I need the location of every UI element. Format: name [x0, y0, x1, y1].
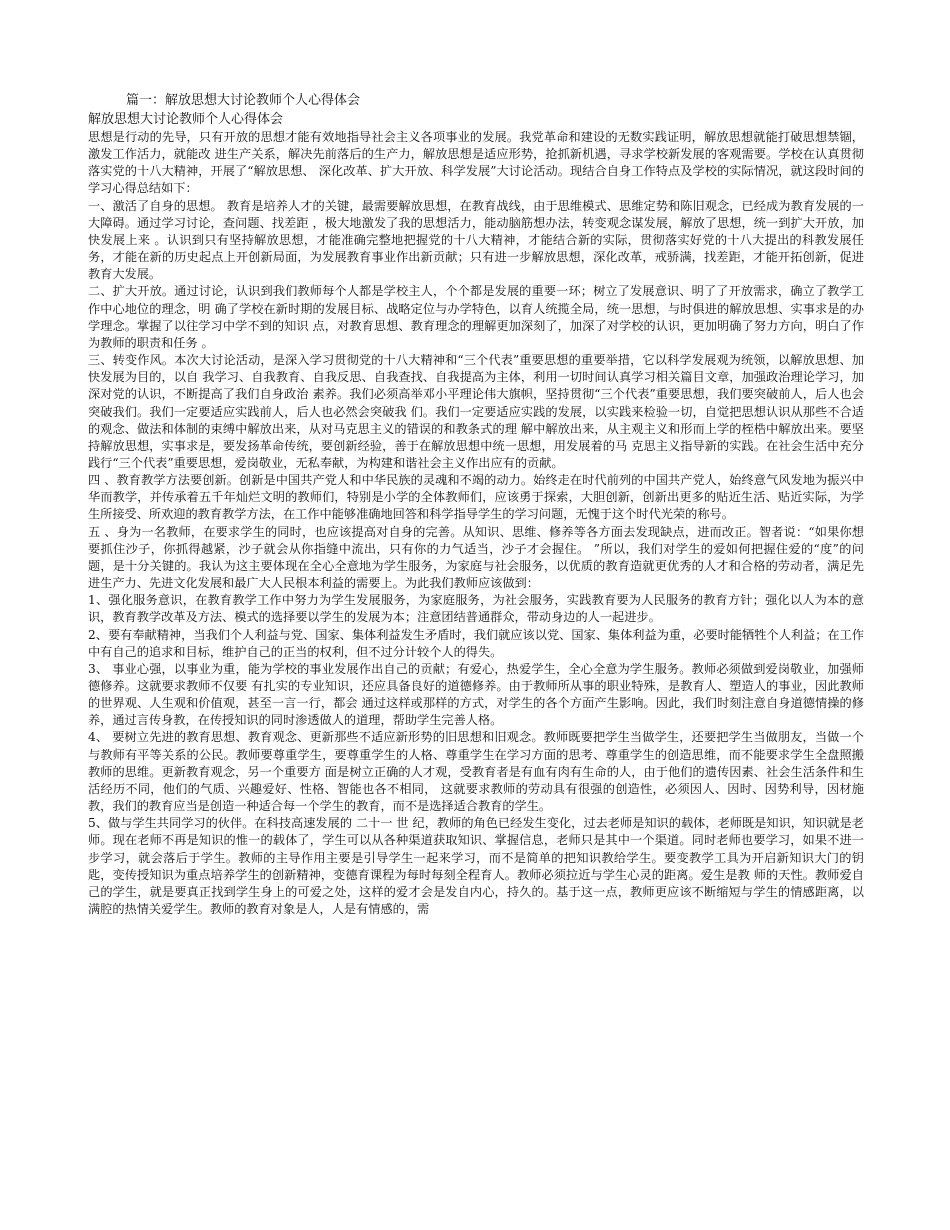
paragraph-section-4: 四 、教育教学方法要创新。创新是中国共产党人和中华民族的灵魂和不竭的动力。始终走在时代前列的中国共产党人，始终意气风发地为振兴中华而教学，并传承着五千年灿烂文明的教师们，特别是小学的全体教师们，应该勇于探索，大胆创新，创新出更多的贴近生活、贴近实际，为学生所接受、所欢迎的教育教学方法，在工作中能够准确地回答和科学指导学生的学习问题，无愧于这个时代光荣的称号。: [88, 473, 864, 522]
document-heading: 篇一：解放思想大讨论教师个人心得体会: [126, 93, 361, 108]
document-page: [88, 92, 864, 918]
paragraph-item-1: 1、强化服务意识，在教育教学工作中努力为学生发展服务，为家庭服务，为社会服务，实践教育要为人民服务的教育方针；强化以人为本的意识，教育教学改革及方法、模式的选择要以学生的发展为本；注意团结普通群众，带动身边的人一起进步。: [88, 593, 864, 625]
paragraph-section-1: 一、激活了自身的思想。 教育是培养人才的关键，最需要解放思想，在教育战线，由于思维模式、思维定势和陈旧观念，已经成为教育发展的一大障碍。通过学习讨论，查问题、找差距 ，极大地激发了我的思想活力，能动脑筋想办法，转变观念谋发展，解放了思想，统一到扩大开放，加快发展上来 。认识到只有坚持解放思想，才能准确完整地把握党的十八大精神，才能结合新的实际，贯彻落实好党的十八大提出的科教发展任务，才能在新的历史起点上开创新局面，为发展教育事业作出新贡献；只有进一步解放思想，深化改革，戒骄满，找差距，才能开拓创新，促进教育大发展。: [88, 198, 864, 282]
paragraph-section-2: 二、扩大开放。通过讨论，认识到我们教师每个人都是学校主人，个个都是发展的重要一环；树立了发展意识、明了了开放需求，确立了教学工作中心地位的理念，明 确了学校在新时期的发展目标、战略定位与办学特色，以育人统揽全局，统一思想，与时俱进的解放思想、实事求是的办学理念。掌握了以往学习中学不到的知识 点，对教育思想、教育理念的理解更加深刻了，加深了对学校的认识，更加明确了努力方向，明白了作为教师的职责和任务 。: [88, 284, 864, 350]
paragraph-section-3: 三、转变作风。本次大讨论活动，是深入学习贯彻党的十八大精神和“三个代表”重要思想的重要举措，它以科学发展观为统领，以解放思想、加快发展为目的，以自 我学习、自我教育、自我反思、自我查找、自我提高为主体，利用一切时间认真学习相关篇目文章，加强政治理论学习，加深对党的认识，不断提高了我们自身政治 素养。我们必须高举邓小平理论伟大旗帜，坚持贯彻“三个代表”重要思想，我们要突破前人，后人也会突破我们。我们一定要适应实践前人，后人也必然会突破我 们。我们一定要适应实践的发展，以实践来检验一切，自觉把思想认识从那些不合适的观念、做法和体制的束缚中解放出来，从对马克思主义的错误的和教条式的理 解中解放出来，从主观主义和形而上学的桎梏中解放出来。要坚持解放思想，实事求是，要发扬革命传统，要创新经验，善于在解放思想中统一思想，用发展着的马 克思主义指导新的实践。在社会生活中充分践行“三个代表”重要思想，爱岗敬业，无私奉献，为构建和谐社会主义作出应有的贡献。: [88, 353, 864, 470]
paragraph-intro: 思想是行动的先导，只有开放的思想才能有效地指导社会主义各项事业的发展。我党革命和建设的无数实践证明，解放思想就能打破思想禁锢，激发工作活力，就能改 进生产关系，解决先前落后的生产力，解放思想是适应形势，抢抓新机遇，寻求学校新发展的客观需要。学校在认真贯彻落实党的十八大精神，开展了“解放思想、 深化改革、扩大开放、科学发展”大讨论活动。现结合自身工作特点及学校的实际情况，就这段时间的学习心得总结如下：: [88, 130, 864, 196]
paragraph-item-3: 3、 事业心强，以事业为重，能为学校的事业发展作出自己的贡献；有爱心，热爱学生，全心全意为学生服务。教师必须做到爱岗敬业，加强师德修养。这就要求教师不仅要 有扎实的专业知识，还应具备良好的道德修养。由于教师所从事的职业特殊，是教育人、塑造人的事业，因此教师的世界观、人生观和价值观，甚至一言一行，都会 通过这样或那样的方式，对学生的各个方面产生影响。因此，我们时刻注意自身道德情操的修养，通过言传身教，在传授知识的同时渗透做人的道理，帮助学生完善人格。: [88, 661, 864, 728]
document-subtitle: 解放思想大讨论教师个人心得体会: [88, 112, 284, 127]
paragraph-item-2: 2、要有奉献精神，当我们个人利益与党、国家、集体利益发生矛盾时，我们就应该以党、国家、集体利益为重，必要时能牺牲个人利益；在工作中有自己的追求和目标，维护自己的正当的权利，但不过分计较个人的得失。: [88, 627, 864, 659]
paragraph-section-5: 五 、身为一名教师，在要求学生的同时，也应该提高对自身的完善。从知识、思维、修养等各方面去发现缺点，进而改正。智者说：“如果你想要抓住沙子，你抓得越紧，沙子就会从你指缝中流出，只有你的力气适当，沙子才会握住。 ”所以，我们对学生的爱如何把握住爱的“度”的问题，是十分关键的。我认为这主要体现在全心全意地为学生服务，为家庭与社会服务，以优质的教育造就更优秀的人才和合格的劳动者，满足先进生产力、先进文化发展和最广大人民根本利益的需要上。为此我们教师应该做到：: [88, 524, 864, 591]
paragraph-item-4: 4、 要树立先进的教育思想、教育观念、更新那些不适应新形势的旧思想和旧观念。教师既要把学生当做学生，还要把学生当做朋友，当做一个与教师有平等关系的公民。教师要尊重学生，要尊重学生的人格、尊重学生在学习方面的思考、尊重学生的创造思维，而不能要求学生全盘照搬教师的思维。更新教育观念，另一个重要方 面是树立正确的人才观，受教育者是有血有肉有生命的人，由于他们的遗传因素、社会生活条件和生活经历不同，他们的气质、兴趣爱好、性格、智能也各不相同， 这就要求教师的劳动具有很强的创造性，必须因人、因时、因势利导，因材施教，我们的教育应当是创造一种适合每一个学生的教育，而不是选择适合教育的学生。: [88, 730, 864, 814]
paragraph-item-5: 5、做与学生共同学习的伙伴。在科技高速发展的 二十一 世 纪，教师的角色已经发生变化，过去老师是知识的载体，老师既是知识，知识就是老师。现在老师不再是知识的惟一的载体了，学生可以从各种渠道获取知识、掌握信息，老师只是其中一个渠道。同时老师也要学习，如果不进一步学习，就会落后于学生。教师的主导作用主要是引导学生一起来学习，而不是简单的把知识教给学生。要变教学工具为开启新知识大门的钥匙，变传授知识为重点培养学生的创新精神，变德育课程为每时每刻全程育人。教师必须拉近与学生心灵的距离。爱生是教 师的天性。教师爱自己的学生，就是要真正找到学生身上的可爱之处，这样的爱才会是发自内心，持久的。基于这一点，教师更应该不断缩短与学生的情感距离，以 满腔的热情关爱学生。教师的教育对象是人，人是有情感的，需: [88, 816, 864, 917]
